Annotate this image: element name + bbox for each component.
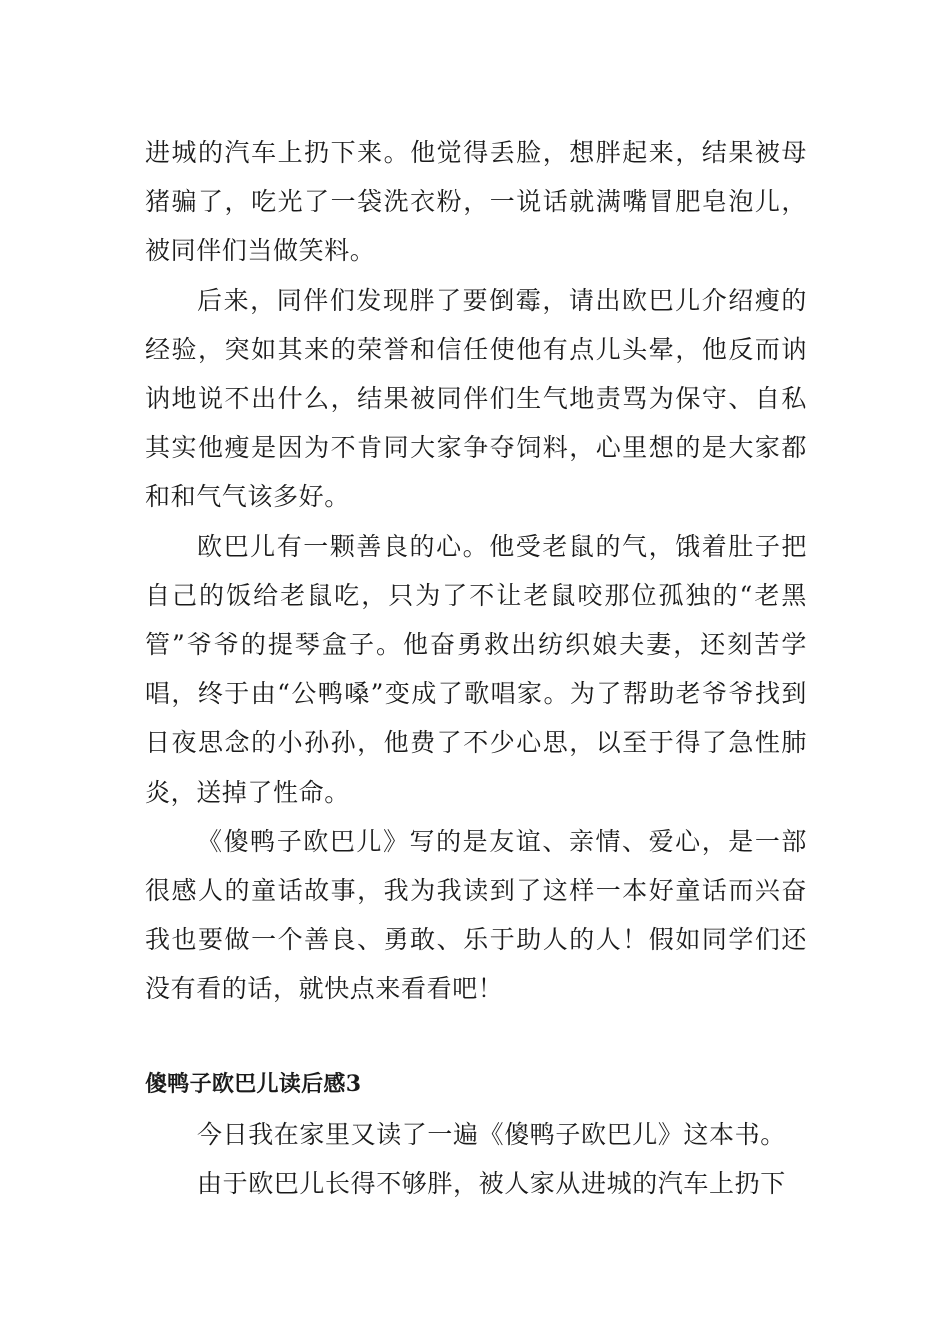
paragraph-continued: 进城的汽车上扔下来。他觉得丢脸，想胖起来，结果被母猪骗了，吃光了一袋洗衣粉，一说话就满嘴冒肥皂泡儿，被同伴们当做笑料。 — [145, 138, 807, 266]
paragraph: 《傻鸭子欧巴儿》写的是友谊、亲情、爱心，是一部很感人的童话故事，我为我读到了这样一本好童话而兴奋我也要做一个善良、勇敢、乐于助人的人！假如同学们还没有看的话，就快点来看看吧！ — [145, 826, 807, 1004]
paragraph: 今日我在家里又读了一遍《傻鸭子欧巴儿》这本书。 — [197, 1119, 786, 1149]
paragraph: 欧巴儿有一颗善良的心。他受老鼠的气，饿着肚子把自己的饭给老鼠吃，只为了不让老鼠咬那位孤独的“老黑管”爷爷的提琴盒子。他奋勇救出纺织娘夫妻，还刻苦学唱，终于由“公鸭嗓”变成了歌唱家。为了帮助老爷爷找到日夜思念的小孙孙，他费了不少心思，以至于得了急性肺炎，送掉了性命。 — [145, 531, 807, 807]
document-body — [145, 128, 807, 1208]
section-title: 傻鸭子欧巴儿读后感3 — [145, 1070, 362, 1097]
paragraph: 由于欧巴儿长得不够胖，被人家从进城的汽车上扔下 — [197, 1168, 786, 1198]
paragraph: 后来，同伴们发现胖了要倒霉，请出欧巴儿介绍瘦的经验，突如其来的荣誉和信任使他有点儿头晕，他反而讷讷地说不出什么，结果被同伴们生气地责骂为保守、自私其实他瘦是因为不肯同大家争夺饲料，心里想的是大家都和和气气该多好。 — [145, 285, 807, 512]
